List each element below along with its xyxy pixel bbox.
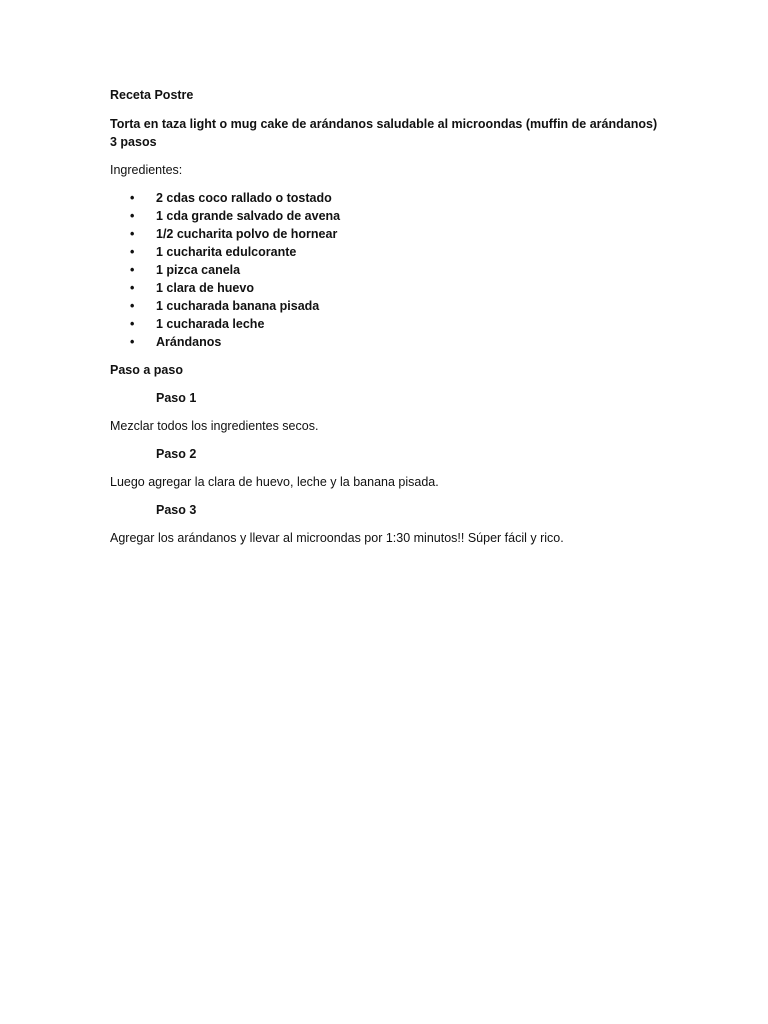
ingredient-item (110, 333, 670, 351)
document-page (110, 86, 670, 557)
ingredient-text: 1/2 cucharita polvo de hornear (156, 227, 338, 241)
recipe-title-line-1: Torta en taza light o mug cake de arándanos saludable al microondas (muffin de arándanos) (110, 117, 658, 131)
ingredient-item (110, 243, 670, 261)
step-2-title: Paso 2 (156, 447, 197, 461)
ingredients-label: Ingredientes: (110, 163, 183, 177)
bullet-icon: • (130, 245, 135, 259)
ingredients-list (110, 189, 670, 351)
ingredient-text: 2 cdas coco rallado o tostado (156, 191, 332, 205)
ingredient-text: 1 clara de huevo (156, 281, 254, 295)
step-1-title: Paso 1 (156, 391, 197, 405)
document-header: Receta Postre (110, 88, 194, 102)
step-3-title: Paso 3 (156, 503, 197, 517)
ingredient-text: 1 cucharada banana pisada (156, 299, 320, 313)
bullet-icon: • (130, 281, 135, 295)
bullet-icon: • (130, 191, 135, 205)
bullet-icon: • (130, 335, 135, 349)
bullet-icon: • (130, 263, 135, 277)
ingredient-item (110, 315, 670, 333)
recipe-title-line-2: 3 pasos (110, 135, 157, 149)
bullet-icon: • (130, 299, 135, 313)
ingredient-item (110, 207, 670, 225)
ingredient-item (110, 261, 670, 279)
ingredient-text: Arándanos (156, 335, 222, 349)
step-2-text: Luego agregar la clara de huevo, leche y la banana pisada. (110, 475, 439, 489)
ingredient-item (110, 297, 670, 315)
ingredient-text: 1 cda grande salvado de avena (156, 209, 341, 223)
ingredient-text: 1 pizca canela (156, 263, 241, 277)
bullet-icon: • (130, 209, 135, 223)
steps-label: Paso a paso (110, 363, 183, 377)
ingredient-item (110, 225, 670, 243)
bullet-icon: • (130, 317, 135, 331)
ingredient-text: 1 cucharita edulcorante (156, 245, 297, 259)
ingredient-item (110, 279, 670, 297)
step-1-text: Mezclar todos los ingredientes secos. (110, 419, 319, 433)
recipe-title (110, 115, 670, 151)
bullet-icon: • (130, 227, 135, 241)
ingredient-item (110, 189, 670, 207)
step-3-text: Agregar los arándanos y llevar al microondas por 1:30 minutos!! Súper fácil y rico. (110, 531, 564, 545)
ingredient-text: 1 cucharada leche (156, 317, 265, 331)
